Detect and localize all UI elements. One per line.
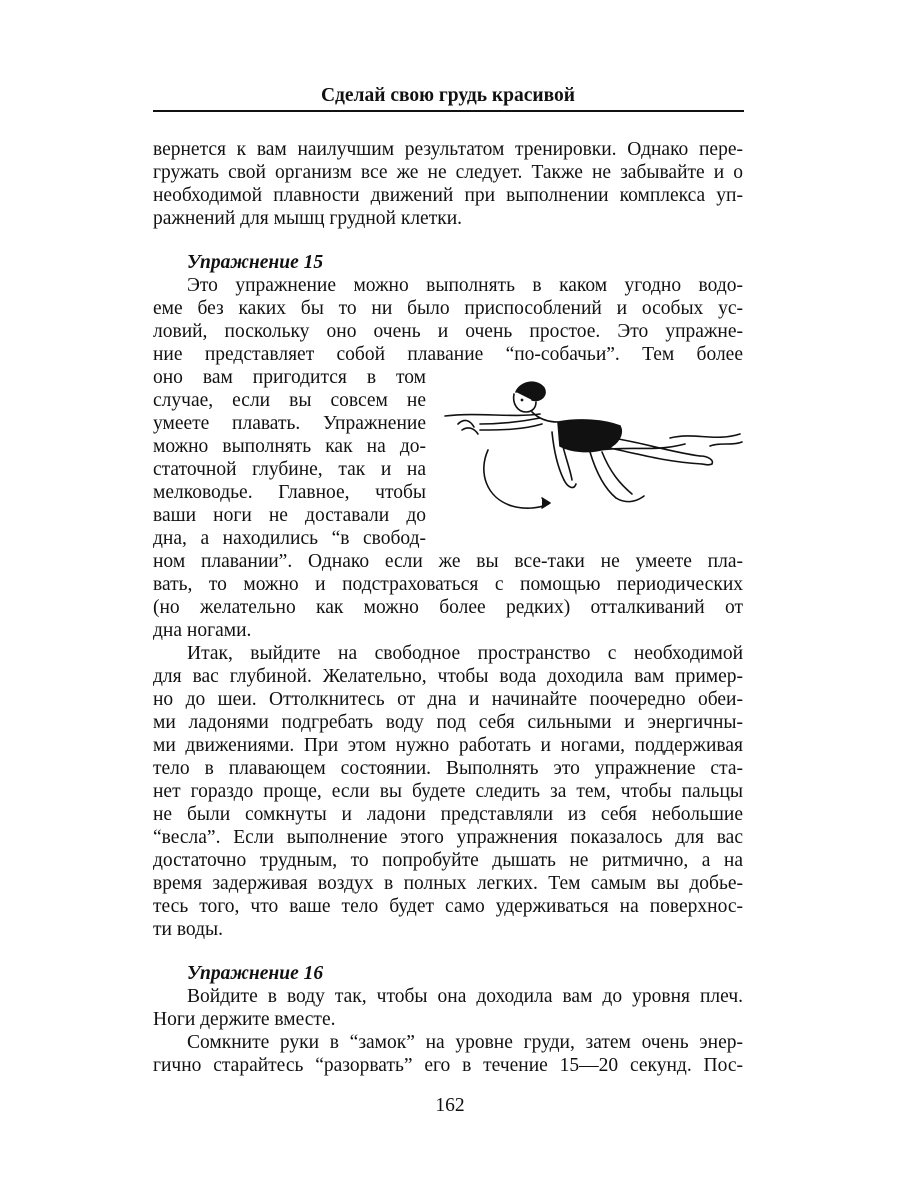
text-line: умеете плавать. Упражнение [153,413,426,434]
exercise-16-heading: Упражнение 16 [187,963,324,984]
text-line: Войдите в воду так, чтобы она доходила вам до уровня плеч. [187,986,743,1007]
text-line: “весла”. Если выполнение этого упражнения показалось для вас [153,827,743,848]
text-line: еме без каких бы то ни было приспособлений и особых ус- [153,298,743,319]
text-line: случае, если вы совсем не [153,390,426,411]
text-line: необходимой плавности движений при выполнении комплекса уп- [153,185,743,206]
header-rule [153,110,744,112]
text-line: вать, то можно и подстраховаться с помощью периодических [153,574,743,595]
text-line: ловий, поскольку оно очень и очень простое. Это упражне- [153,321,743,342]
text-line: можно выполнять как на до- [153,436,426,457]
text-line: Это упражнение можно выполнять в каком угодно водо- [187,275,743,296]
text-line: ти воды. [153,919,223,940]
text-line: но до шеи. Оттолкнитесь от дна и начинайте поочередно обеи- [153,689,743,710]
text-line: вернется к вам наилучшим результатом тренировки. Однако пере- [153,139,743,160]
text-line: достаточно трудным, то попробуйте дышать не ритмично, а на [153,850,743,871]
text-line: тело в плавающем состоянии. Выполнять это упражнение ста- [153,758,743,779]
text-line: тесь того, что ваше тело будет само удерживаться на поверхнос- [153,896,743,917]
text-line: ваши ноги не доставали до [153,505,426,526]
text-line: время задерживая воздух в полных легких. Тем самым вы добье- [153,873,743,894]
text-line: (но желательно как можно более редких) отталкиваний от [153,597,743,618]
text-line: Сомкните руки в “замок” на уровне груди, затем очень энер- [187,1032,743,1053]
text-line: не были сомкнуты и ладони представляли из себя небольшие [153,804,743,825]
text-line: Ноги держите вместе. [153,1009,336,1030]
text-line: дна ногами. [153,620,252,641]
text-line: ми ладонями подгребать воду под себя сильными и энергичны- [153,712,743,733]
swimmer-illustration-icon [440,372,745,532]
text-line: ми движениями. При этом нужно работать и ногами, поддерживая [153,735,743,756]
text-line: гружать свой организм все же не следует. Также не забывайте и о [153,162,743,183]
text-line: гично старайтесь “разорвать” его в течение 15—20 секунд. Пос- [153,1055,743,1076]
page-number: 162 [435,1095,465,1116]
text-line: оно вам пригодится в том [153,367,426,388]
text-line: статочной глубине, так и на [153,459,426,480]
text-line: ном плавании”. Однако если же вы все-таки не умеете пла- [153,551,743,572]
text-line: ражнений для мышц грудной клетки. [153,208,463,229]
text-line: Итак, выйдите на свободное пространство с необходимой [187,643,743,664]
text-line: для вас глубиной. Желательно, чтобы вода доходила вам пример- [153,666,743,687]
running-header: Сделай свою грудь красивой [320,85,576,106]
text-line: ние представляет собой плавание “по-собачьи”. Тем более [153,344,743,365]
text-line: мелководье. Главное, чтобы [153,482,426,503]
exercise-15-heading: Упражнение 15 [187,252,324,273]
text-line: нет гораздо проще, если вы будете следить за тем, чтобы пальцы [153,781,743,802]
text-line: дна, а находились “в свобод- [153,528,426,549]
